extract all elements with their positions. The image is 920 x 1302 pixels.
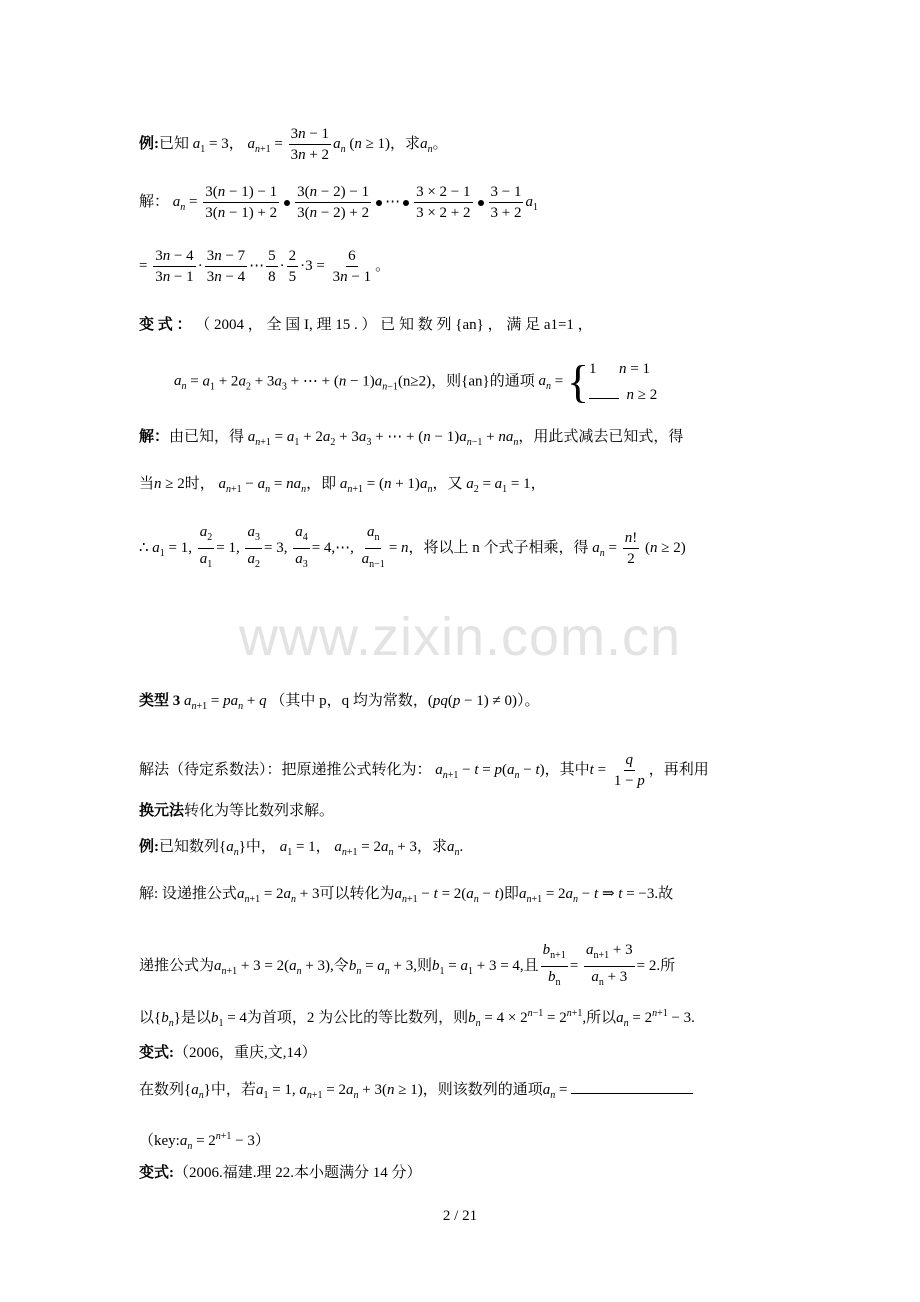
variant3-label: 变式: — [139, 1165, 174, 1181]
variant2-label: 变式: — [139, 1045, 174, 1061]
type3-line: 类型 3 $a_{n+1} = pa_n + q$ （其中 p，q 均为常数，(pq(p − 1) ≠ 0)）。 — [139, 693, 540, 712]
solution3-line2: 递推公式为$a_{n+1} + 3 = 2(a_n + 3)$,令$b_n = a_n + 3$,则$b_1 = a_1 + 3 = 4$,且 $\frac{b_{n+1}}{b_n}$ = $\frac{a_{n+1} + 3}{a_n + 3}$ = 2.所 — [139, 942, 676, 988]
example1-line: 例:已知 $a_1 = 3$， $a_{n+1}$ = $\frac{3n - 1}{3n + 2}$ $a_n$ (n ≥ 1)，求$a_n$。 — [139, 126, 448, 163]
case-brace: { — [566, 356, 590, 407]
example1-text: 已知 — [159, 135, 190, 152]
solution2-label: 解： — [139, 429, 170, 445]
example2-label: 例: — [139, 839, 159, 855]
bullet-dot-icon — [284, 200, 290, 206]
variant2-source: （2006，重庆,文,14） — [174, 1045, 317, 1061]
answer-blank — [571, 1093, 693, 1094]
solution3-label: 解: — [139, 886, 159, 902]
method-line1: 解法（待定系数法）：把原递推公式转化为： $a_{n+1} - t = p(a_n - t)$，其中t = $\frac{q}{1 - p}$ ，再利用 — [139, 752, 709, 789]
piecewise-cases: 1 n = 1 n ≥ 2 — [589, 361, 658, 403]
bullet-dot-icon — [478, 200, 484, 206]
fraction: $\frac{3n - 1}{3n + 2}$ — [290, 126, 330, 163]
solution1-label: 解： — [139, 193, 170, 210]
method-line2: 换元法转化为等比数列求解。 — [139, 803, 335, 819]
method-bold-term: 换元法 — [139, 803, 185, 819]
example1-label: 例: — [139, 135, 159, 152]
solution3-line3: 以$\{b_n\}$是以$b_1 = 4$为首项，2 为公比的等比数列，则$b_n = 4 \times 2^{n-1} = 2^{n+1}$,所以$a_n = 2^{n+1} - 3$. — [139, 1008, 695, 1029]
solution2-line3: ∴ $a_1 = 1$, $\frac{a_2}{a_1}$ = 1, $\frac{a_3}{a_2}$ = 3, $\frac{a_4}{a_3}$ = 4,⋯, $\frac{a_n}{a_{n-1}}$ = n，将以上 n 个式子相乘，得 $a_n$ = $\frac{n!}{2}$ (n ≥ 2) — [139, 524, 686, 570]
variant2-key: $(key:a_n = 2^{n+1} - 3)$ — [139, 1131, 270, 1152]
variant1-line — [139, 314, 779, 336]
variant1-label: 变 式 ： — [139, 317, 192, 333]
type3-label: 类型 3 — [139, 693, 181, 709]
example2-line: 例:已知数列$\{a_n\}$中， $a_1 = 1$， $a_{n+1} = 2a_n + 3$，求$a_n$. — [139, 839, 464, 858]
variant2-header — [139, 1042, 317, 1064]
solution3-line1: 解: 设递推公式$a_{n+1} = 2a_n + 3$可以转化为$a_{n+1} - t = 2(a_n - t)$即$a_{n+1} = 2a_n - t$ ⇒ t = −3.故 — [139, 886, 674, 905]
page-number: 2 / 21 — [442, 1208, 478, 1224]
variant1-formula: $a_n = a_1 + 2a_2 + 3a_3$ + ⋯ + $(n - 1)a_{n-1}(n\ge 2)$，则{an}的通项 $a_n$ = { 1 n = 1 n ≥ 2 — [174, 356, 658, 407]
bullet-dot-icon — [376, 200, 382, 206]
solution1-line2: = $\frac{3n - 4}{3n - 1}$ · $\frac{3n - 7}{3n - 4}$ ⋯ $\frac{5}{8}$ · $\frac{2}{5}$ ·3 = $\frac{6}{3n - 1}$ 。 — [139, 248, 391, 285]
variant3-line — [139, 1162, 422, 1184]
solution2-line1: 解：由已知，得 $a_{n+1} = a_1 + 2a_2 + 3a_3$ + ⋯ + $(n - 1)a_{n-1} + na_n$，用此式减去已知式，得 — [139, 429, 684, 448]
solution2-line2: 当n ≥ 2时， $a_{n+1} - a_n = na_n$，即 $a_{n+1} = (n + 1)a_n$，又 $a_2 = a_1 = 1$， — [139, 476, 546, 495]
bullet-dot-icon — [403, 200, 409, 206]
solution1-line1: 解： $a_n$ = $\frac{3(n - 1) - 1}{3(n - 1) + 2}$ $\frac{3(n - 2) - 1}{3(n - 2) + 2}$ ⋯ $\frac{3 \times 2 - 1}{3 \times 2 + 2}$ $\frac{3 - 1}{3 + 2}$ $a_1$ — [139, 184, 538, 221]
variant3-source: （2006.福建.理 22.本小题满分 14 分） — [174, 1165, 422, 1181]
variant1-source: （ 2004 ， 全 国 I, 理 15 . ） 已 知 数 列 {an} ， 满 足 a1=1 ， — [195, 317, 593, 333]
watermark: www.zixin.com.cn — [238, 607, 682, 667]
variant2-question: 在数列$\{a_n\}$中，若$a_1 = 1$, $a_{n+1} = 2a_n + 3(n \ge 1)$，则该数列的通项$a_n$ = — [139, 1079, 693, 1107]
